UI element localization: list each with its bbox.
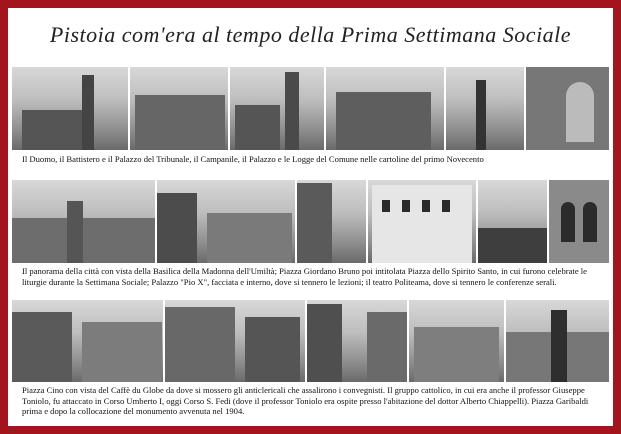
photo-logge: [526, 67, 609, 150]
photo-statue: [446, 67, 525, 150]
photo-battistero: [130, 67, 228, 150]
photo-panorama: [12, 180, 155, 263]
caption-row-2: Il panorama della città con vista della Basilica della Madonna dell'Umiltà; Piazza Giordano Bruno poi intitolata Piazza dello Spirito Santo, in cui furono celebrate le liturgie durante la Settimana Sociale; Palazzo "Pio X", facciata e interno, dove si tennero le lezioni; il teatro Politeama, dove si tennero le conferenze serali.: [22, 266, 587, 287]
photo-strip-2: [12, 180, 609, 263]
photo-politeama: [549, 180, 609, 263]
caption-row-3: Piazza Cino con vista del Caffè du Globe da dove si mossero gli anticlericali che assalirono i convegnisti. Il gruppo cattolico, in cui era anche il professor Giuseppe Toniolo, fu attaccato in Corso Umberto I, oggi Corso S. Fedi (dove il professor Toniolo era ospite presso l'abitazione del dottor Alberto Chiappelli). Piazza Garibaldi prima e dopo la collocazione del monumento avvenuta nel 1904.: [22, 385, 589, 416]
page-title: Pistoia com'era al tempo della Prima Settimana Sociale: [49, 22, 572, 47]
caption-row-1: Il Duomo, il Battistero e il Palazzo del Tribunale, il Campanile, il Palazzo e le Logge del Comune nelle cartoline del primo Novecento: [22, 154, 484, 164]
photo-corso-umberto: [165, 300, 305, 382]
photo-campanile: [230, 67, 323, 150]
photo-street: [297, 180, 367, 263]
photo-piazza-garibaldi-prima: [409, 300, 505, 382]
photo-piazza-cino: [12, 300, 163, 382]
photo-strip-3: [12, 300, 609, 382]
photo-corso-fedi: [307, 300, 407, 382]
photo-piazza-garibaldi-monumento: [506, 300, 609, 382]
photo-duomo: [12, 67, 128, 150]
photo-palazzo-pio-x-facciata: [368, 180, 475, 263]
photo-strip-1: [12, 67, 609, 150]
photo-palazzo-comune: [326, 67, 444, 150]
postcard-panel: [8, 8, 613, 426]
photo-piazza-giordano-bruno: [157, 180, 294, 263]
photo-palazzo-pio-x-interno: [478, 180, 548, 263]
